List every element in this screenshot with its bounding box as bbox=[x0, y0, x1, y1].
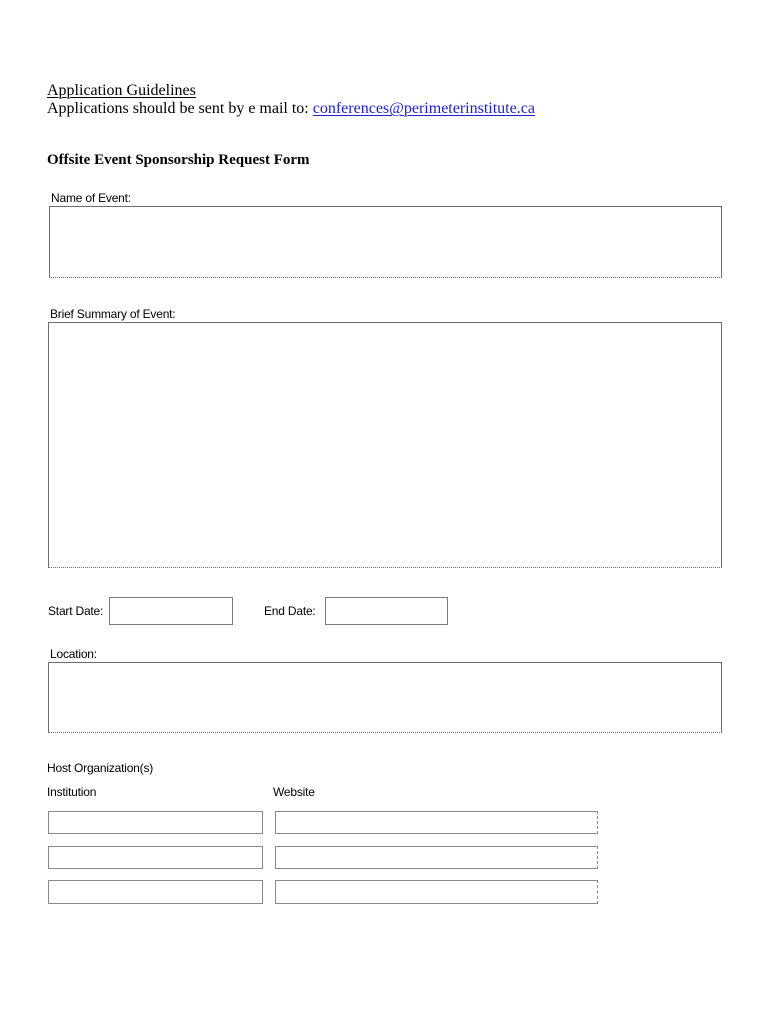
institution-field-1[interactable] bbox=[48, 811, 263, 834]
website-field-2[interactable] bbox=[275, 846, 598, 869]
location-field[interactable] bbox=[48, 662, 722, 733]
brief-summary-field[interactable] bbox=[48, 322, 722, 568]
start-date-label: Start Date: bbox=[48, 604, 104, 618]
institution-field-3[interactable] bbox=[48, 880, 263, 904]
institution-column-header: Institution bbox=[47, 785, 97, 799]
website-field-1[interactable] bbox=[275, 811, 598, 834]
brief-summary-label: Brief Summary of Event: bbox=[50, 307, 176, 321]
start-date-field[interactable] bbox=[109, 597, 233, 625]
email-link[interactable]: conferences@perimeterinstitute.ca bbox=[312, 100, 535, 117]
end-date-label: End Date: bbox=[264, 604, 316, 618]
guidelines-instruction bbox=[47, 99, 535, 119]
location-label: Location: bbox=[50, 647, 97, 661]
website-column-header: Website bbox=[273, 785, 315, 799]
institution-field-2[interactable] bbox=[48, 846, 263, 869]
host-organizations-heading: Host Organization(s) bbox=[47, 761, 154, 775]
end-date-field[interactable] bbox=[325, 597, 448, 625]
website-field-3[interactable] bbox=[275, 880, 598, 904]
guidelines-instruction-text: Applications should be sent by e mail to: bbox=[47, 100, 313, 117]
name-of-event-label: Name of Event: bbox=[51, 191, 131, 205]
guidelines-title: Application Guidelines bbox=[47, 82, 196, 99]
name-of-event-field[interactable] bbox=[49, 206, 722, 278]
form-title: Offsite Event Sponsorship Request Form bbox=[47, 152, 310, 168]
